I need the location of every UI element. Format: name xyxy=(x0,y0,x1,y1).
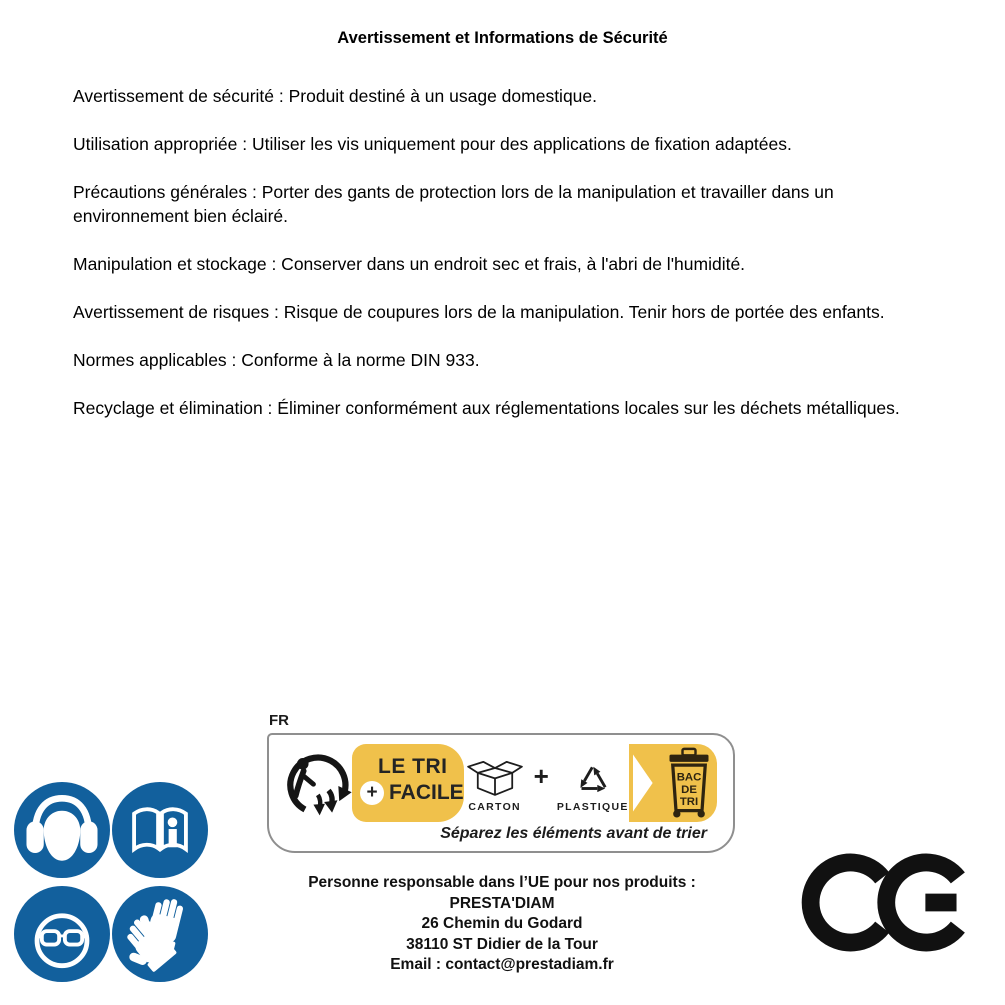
safety-paragraph: Recyclage et élimination : Éliminer conformément aux réglementations locales sur les déchets métalliques. xyxy=(73,398,900,418)
wear-eye-protection-icon xyxy=(14,886,110,982)
country-code: FR xyxy=(269,712,289,729)
bin-block xyxy=(629,744,717,822)
headline-line1: LE TRI xyxy=(378,755,448,778)
bin-text-line: BAC xyxy=(676,771,701,784)
safety-paragraph: Utilisation appropriée : Utiliser les vis uniquement pour des applications de fixation adaptées. xyxy=(73,134,792,154)
sorting-banner xyxy=(352,744,717,822)
arrow-notch xyxy=(633,754,653,812)
responsible-company: PRESTA'DIAM xyxy=(449,894,555,912)
wear-gloves-icon xyxy=(112,886,208,982)
safety-paragraph: Normes applicables : Conforme à la norme DIN 933. xyxy=(73,350,480,370)
material-carton xyxy=(464,754,526,813)
safety-paragraph: Manipulation et stockage : Conserver dans un endroit sec et frais, à l'abri de l'humidité. xyxy=(73,254,746,274)
sorting-instruction-label xyxy=(267,712,735,853)
recycling-triangle-icon xyxy=(569,754,617,800)
wear-ear-protection-icon xyxy=(14,782,110,878)
material-label: CARTON xyxy=(468,800,521,813)
sorting-caption: Séparez les éléments avant de trier xyxy=(440,825,707,842)
responsible-email: Email : contact@prestadiam.fr xyxy=(390,956,614,973)
safety-paragraph: Avertissement de sécurité : Produit destiné à un usage domestique. xyxy=(73,86,598,106)
materials-plus: + xyxy=(533,760,549,791)
plus-badge: + xyxy=(360,781,384,805)
le-tri-facile-block xyxy=(352,744,464,822)
read-manual-icon xyxy=(112,782,208,878)
triman-icon xyxy=(277,746,357,826)
sorting-bin-icon xyxy=(663,747,715,819)
page-title: Avertissement et Informations de Sécurité xyxy=(337,29,668,47)
responsible-intro: Personne responsable dans l’UE pour nos produits : xyxy=(308,874,696,891)
eu-responsible-block xyxy=(252,873,752,976)
material-label: PLASTIQUE xyxy=(556,800,629,813)
mandatory-safety-icons xyxy=(14,782,208,982)
headline-line2: FACILE xyxy=(389,781,464,804)
safety-paragraph: Avertissement de risques : Risque de coupures lors de la manipulation. Tenir hors de portée des enfants. xyxy=(73,302,885,322)
responsible-address-line2: 38110 ST Didier de la Tour xyxy=(406,935,598,953)
responsible-address-line1: 26 Chemin du Godard xyxy=(421,915,583,932)
bin-text-line: TRI xyxy=(679,795,698,808)
safety-paragraph: Précautions générales : Porter des gants de protection lors de la manipulation et travailler dans un environnement bien éclairé. xyxy=(73,182,834,226)
ce-marking-logo xyxy=(799,849,977,956)
safety-text xyxy=(73,84,929,444)
materials-block xyxy=(464,744,629,822)
sorting-label-box xyxy=(267,733,735,853)
material-plastique xyxy=(557,754,629,813)
carton-box-icon xyxy=(464,754,526,800)
bin-text-line: DE xyxy=(680,783,697,796)
